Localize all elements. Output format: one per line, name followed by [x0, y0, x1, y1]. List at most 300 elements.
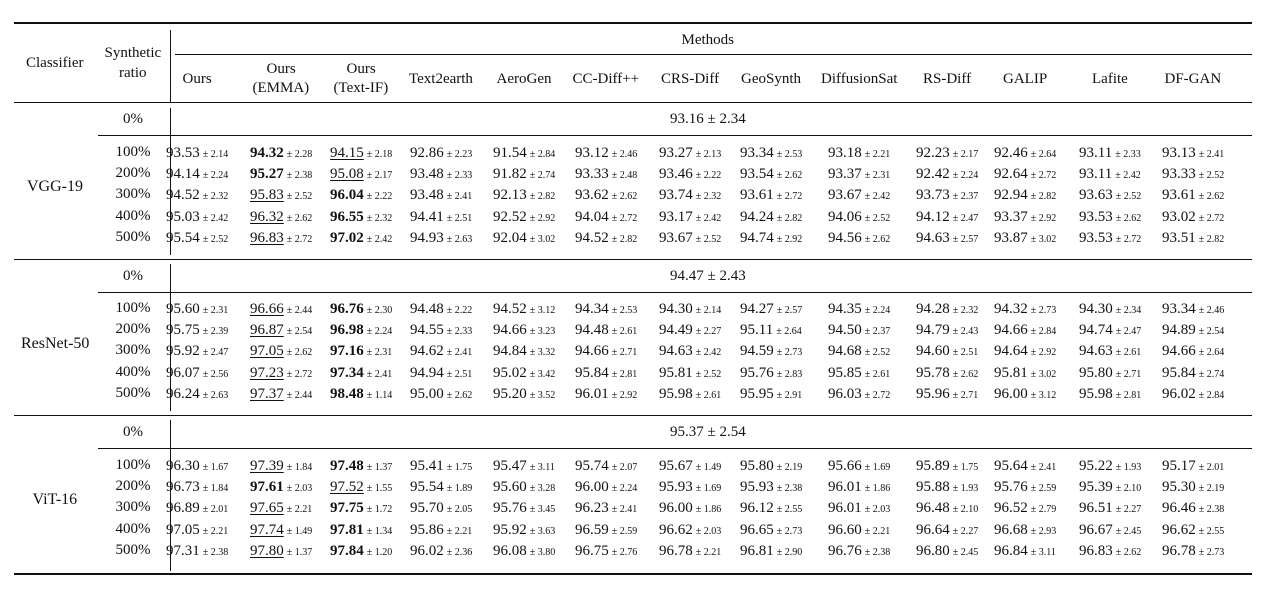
- table-cell: [250, 365, 312, 381]
- cell-std: ± 2.47: [1115, 326, 1142, 337]
- table-cell: [1079, 187, 1141, 203]
- table-cell: [330, 365, 392, 381]
- table-cell: [994, 543, 1056, 559]
- cell-mean: 93.61: [1162, 187, 1196, 203]
- cell-mean: 97.80: [250, 543, 284, 559]
- cell-mean: 94.30: [1079, 301, 1113, 317]
- table-cell: [828, 365, 890, 381]
- cell-std: ± 2.33: [446, 326, 473, 337]
- cell-std: ± 1.69: [864, 462, 891, 473]
- table-cell: [916, 543, 978, 559]
- table-cell: [659, 343, 721, 359]
- cell-std: ± 1.34: [366, 526, 393, 537]
- cell-std: ± 2.03: [286, 483, 313, 494]
- table-cell: [166, 209, 228, 225]
- table-cell: [330, 386, 392, 402]
- cell-mean: 94.93: [410, 230, 444, 246]
- table-cell: [828, 343, 890, 359]
- cell-std: ± 2.90: [776, 547, 803, 558]
- table-cell: [1162, 230, 1224, 246]
- table-cell: [1162, 187, 1224, 203]
- cell-mean: 96.78: [659, 543, 693, 559]
- cell-std: ± 2.42: [366, 234, 393, 245]
- cell-std: ± 1.37: [366, 462, 393, 473]
- cell-mean: 95.81: [659, 365, 693, 381]
- table-cell: [828, 230, 890, 246]
- cell-mean: 96.02: [1162, 386, 1196, 402]
- table-cell: [1079, 301, 1141, 317]
- cell-mean: 92.64: [994, 166, 1028, 182]
- cell-std: ± 2.72: [286, 234, 313, 245]
- cell-mean: 96.02: [410, 543, 444, 559]
- cell-std: ± 2.37: [864, 326, 891, 337]
- table-cell: [659, 458, 721, 474]
- cell-std: ± 2.51: [952, 347, 979, 358]
- cell-std: ± 2.63: [446, 234, 473, 245]
- cell-std: ± 2.72: [776, 191, 803, 202]
- cell-mean: 95.85: [828, 365, 862, 381]
- table-cell: [659, 386, 721, 402]
- table-cell: [828, 458, 890, 474]
- cell-mean: 96.00: [659, 500, 693, 516]
- cell-mean: 96.65: [740, 522, 774, 538]
- table-cell: [828, 386, 890, 402]
- cell-std: ± 2.41: [1030, 462, 1057, 473]
- table-cell: [493, 365, 555, 381]
- cell-mean: 96.30: [166, 458, 200, 474]
- cell-mean: 95.22: [1079, 458, 1113, 474]
- cell-std: ± 2.07: [611, 462, 638, 473]
- table-cell: [828, 322, 890, 338]
- cell-std: ± 2.72: [1115, 234, 1142, 245]
- table-cell: [166, 230, 228, 246]
- table-cell: [166, 166, 228, 182]
- cell-mean: 93.33: [575, 166, 609, 182]
- table-cell: [1079, 343, 1141, 359]
- table-cell: [410, 166, 472, 182]
- cell-std: ± 2.73: [1198, 547, 1225, 558]
- column-header: AeroGen: [496, 71, 552, 87]
- cell-mean: 95.80: [1079, 365, 1113, 381]
- table-cell: [994, 301, 1056, 317]
- table-cell: [250, 343, 312, 359]
- cell-mean: 95.78: [916, 365, 950, 381]
- table-cell: [994, 209, 1056, 225]
- table-cell: [250, 209, 312, 225]
- cell-mean: 96.08: [493, 543, 527, 559]
- table-cell: [659, 322, 721, 338]
- cell-mean: 94.62: [410, 343, 444, 359]
- cell-std: ± 2.52: [864, 347, 891, 358]
- table-cell: [410, 479, 472, 495]
- cell-std: ± 2.72: [611, 213, 638, 224]
- table-cell: [166, 145, 228, 161]
- table-cell: [740, 230, 802, 246]
- cell-mean: 96.83: [250, 230, 284, 246]
- cell-std: ± 2.32: [366, 213, 393, 224]
- cell-mean: 96.60: [828, 522, 862, 538]
- cell-std: ± 2.84: [529, 149, 556, 160]
- cell-std: ± 2.62: [1198, 191, 1225, 202]
- ratio-label: 200%: [115, 478, 151, 494]
- cell-mean: 95.66: [828, 458, 862, 474]
- table-cell: [410, 458, 472, 474]
- cell-std: ± 2.54: [286, 326, 313, 337]
- cell-mean: 94.48: [575, 322, 609, 338]
- cell-std: ± 2.45: [1115, 526, 1142, 537]
- group-rule-2: [14, 415, 1252, 416]
- cell-mean: 95.95: [740, 386, 774, 402]
- table-cell: [493, 458, 555, 474]
- baseline-rule-1: [98, 135, 1252, 136]
- cell-std: ± 2.73: [776, 526, 803, 537]
- cell-std: ± 2.81: [1115, 390, 1142, 401]
- cell-mean: 94.32: [994, 301, 1028, 317]
- table-cell: [740, 166, 802, 182]
- cell-mean: 96.83: [1079, 543, 1113, 559]
- cell-std: ± 2.21: [446, 526, 473, 537]
- cell-std: ± 1.84: [202, 483, 229, 494]
- cell-std: ± 1.75: [952, 462, 979, 473]
- cell-std: ± 2.44: [286, 390, 313, 401]
- table-cell: [330, 479, 392, 495]
- table-cell: [493, 522, 555, 538]
- cell-std: ± 3.11: [1030, 547, 1056, 558]
- cell-std: ± 2.74: [529, 170, 556, 181]
- table-cell: [250, 543, 312, 559]
- cell-mean: 96.73: [166, 479, 200, 495]
- cell-std: ± 2.43: [952, 326, 979, 337]
- cell-mean: 95.93: [740, 479, 774, 495]
- cell-mean: 94.52: [575, 230, 609, 246]
- cell-mean: 97.81: [330, 522, 364, 538]
- cell-mean: 94.55: [410, 322, 444, 338]
- cell-std: ± 1.93: [1115, 462, 1142, 473]
- classifier-name: ResNet-50: [21, 335, 90, 352]
- cell-mean: 96.04: [330, 187, 364, 203]
- cell-mean: 94.32: [250, 145, 284, 161]
- cell-mean: 94.59: [740, 343, 774, 359]
- table-cell: [659, 301, 721, 317]
- cell-mean: 95.64: [994, 458, 1028, 474]
- table-cell: [828, 543, 890, 559]
- cell-mean: 95.92: [493, 522, 527, 538]
- cell-std: ± 2.91: [776, 390, 803, 401]
- ratio-label: 400%: [115, 208, 151, 224]
- cell-mean: 94.35: [828, 301, 862, 317]
- table-cell: [1162, 343, 1224, 359]
- baseline-rule-2: [98, 292, 1252, 293]
- cell-std: ± 1.86: [864, 483, 891, 494]
- results-table: [14, 0, 1252, 593]
- cell-mean: 95.88: [916, 479, 950, 495]
- table-cell: [250, 145, 312, 161]
- header-synthetic: Synthetic: [104, 45, 162, 61]
- cell-std: ± 3.52: [529, 390, 556, 401]
- cell-std: ± 3.12: [529, 305, 556, 316]
- table-cell: [659, 479, 721, 495]
- column-header: GeoSynth: [741, 71, 801, 87]
- ratio-label: 200%: [115, 321, 151, 337]
- table-cell: [410, 543, 472, 559]
- table-cell: [575, 500, 637, 516]
- cell-std: ± 1.84: [286, 462, 313, 473]
- cell-mean: 94.64: [994, 343, 1028, 359]
- cell-std: ± 2.27: [695, 326, 722, 337]
- table-cell: [575, 479, 637, 495]
- table-cell: [493, 230, 555, 246]
- cell-std: ± 3.42: [529, 369, 556, 380]
- cell-std: ± 2.72: [1198, 213, 1225, 224]
- cell-std: ± 2.03: [695, 526, 722, 537]
- table-cell: [1079, 230, 1141, 246]
- cell-std: ± 2.82: [1198, 234, 1225, 245]
- column-header: Ours: [182, 71, 212, 87]
- cell-mean: 95.98: [1079, 386, 1113, 402]
- table-cell: [1079, 166, 1141, 182]
- cell-std: ± 2.52: [695, 234, 722, 245]
- cell-mean: 96.62: [1162, 522, 1196, 538]
- cell-std: ± 2.10: [952, 504, 979, 515]
- table-cell: [330, 145, 392, 161]
- cell-std: ± 2.84: [1030, 326, 1057, 337]
- table-cell: [410, 522, 472, 538]
- ratio-label: 300%: [115, 342, 151, 358]
- cell-std: ± 2.38: [202, 547, 229, 558]
- cell-mean: 95.75: [166, 322, 200, 338]
- cell-std: ± 2.31: [202, 305, 229, 316]
- cell-std: ± 2.34: [1115, 305, 1142, 316]
- cell-mean: 93.53: [1079, 230, 1113, 246]
- cell-std: ± 2.47: [952, 213, 979, 224]
- column-header: Text2earth: [409, 71, 473, 87]
- cell-mean: 97.05: [250, 343, 284, 359]
- cell-mean: 94.06: [828, 209, 862, 225]
- column-header: Ours: [346, 61, 376, 77]
- cell-std: ± 2.62: [776, 170, 803, 181]
- table-cell: [828, 500, 890, 516]
- cell-mean: 96.66: [250, 301, 284, 317]
- table-cell: [575, 543, 637, 559]
- table-cell: [330, 500, 392, 516]
- cell-mean: 96.87: [250, 322, 284, 338]
- cell-std: ± 2.81: [611, 369, 638, 380]
- cell-mean: 94.30: [659, 301, 693, 317]
- cell-std: ± 2.36: [446, 547, 473, 558]
- cell-mean: 95.60: [166, 301, 200, 317]
- cell-mean: 92.46: [994, 145, 1028, 161]
- cell-mean: 96.07: [166, 365, 200, 381]
- baseline-ratio: 0%: [123, 424, 143, 440]
- cell-mean: 95.83: [250, 187, 284, 203]
- cell-std: ± 2.59: [1030, 483, 1057, 494]
- table-cell: [250, 500, 312, 516]
- cell-std: ± 2.33: [1115, 149, 1141, 160]
- cell-std: ± 2.84: [1198, 390, 1225, 401]
- classifier-name: ViT-16: [32, 491, 78, 508]
- cell-mean: 97.05: [166, 522, 200, 538]
- cell-mean: 96.75: [575, 543, 609, 559]
- cell-mean: 94.84: [493, 343, 527, 359]
- table-cell: [166, 500, 228, 516]
- table-cell: [330, 187, 392, 203]
- cell-mean: 94.63: [659, 343, 693, 359]
- table-cell: [1079, 458, 1141, 474]
- table-cell: [166, 301, 228, 317]
- table-cell: [410, 365, 472, 381]
- cell-std: ± 2.57: [776, 305, 803, 316]
- table-cell: [1162, 365, 1224, 381]
- table-cell: [1162, 543, 1224, 559]
- cell-mean: 93.62: [575, 187, 609, 203]
- column-header: CRS-Diff: [661, 71, 720, 87]
- table-cell: [166, 522, 228, 538]
- cell-mean: 97.16: [330, 343, 364, 359]
- cell-mean: 93.54: [740, 166, 774, 182]
- cell-std: ± 2.51: [446, 369, 473, 380]
- cell-mean: 95.84: [1162, 365, 1196, 381]
- cell-std: ± 2.41: [1198, 149, 1225, 160]
- table-cell: [994, 500, 1056, 516]
- cell-mean: 94.49: [659, 322, 693, 338]
- cell-mean: 93.48: [410, 187, 444, 203]
- cell-mean: 93.51: [1162, 230, 1196, 246]
- ratio-label: 500%: [115, 542, 151, 558]
- cell-std: ± 2.73: [776, 347, 803, 358]
- cell-std: ± 2.61: [611, 326, 638, 337]
- cell-mean: 95.76: [493, 500, 527, 516]
- cell-std: ± 2.62: [1115, 547, 1142, 558]
- cell-std: ± 2.10: [1115, 483, 1142, 494]
- baseline-ratio: 0%: [123, 268, 143, 284]
- cell-mean: 95.60: [493, 479, 527, 495]
- cell-mean: 94.63: [1079, 343, 1113, 359]
- cell-mean: 94.74: [1079, 322, 1113, 338]
- cell-mean: 96.32: [250, 209, 284, 225]
- cell-std: ± 2.03: [864, 504, 891, 515]
- cell-mean: 94.63: [916, 230, 950, 246]
- cell-std: ± 1.69: [695, 483, 722, 494]
- column-header-sub: (Text-IF): [333, 80, 389, 96]
- cell-std: ± 2.56: [202, 369, 229, 380]
- cell-std: ± 2.61: [1115, 347, 1142, 358]
- cell-std: ± 2.41: [446, 347, 473, 358]
- cell-mean: 97.65: [250, 500, 284, 516]
- table-cell: [659, 522, 721, 538]
- table-cell: [575, 230, 637, 246]
- table-cell: [1079, 145, 1141, 161]
- ratio-label: 400%: [115, 364, 151, 380]
- table-cell: [493, 187, 555, 203]
- cell-mean: 96.55: [330, 209, 364, 225]
- cell-mean: 95.27: [250, 166, 284, 182]
- cell-std: ± 2.21: [286, 504, 313, 515]
- cell-mean: 93.48: [410, 166, 444, 182]
- cell-mean: 96.80: [916, 543, 950, 559]
- cell-std: ± 2.41: [611, 504, 638, 515]
- cell-mean: 96.12: [740, 500, 774, 516]
- cell-std: ± 2.82: [1030, 191, 1057, 202]
- cell-mean: 93.13: [1162, 145, 1196, 161]
- column-header: CC-Diff++: [572, 71, 640, 87]
- cell-mean: 96.89: [166, 500, 200, 516]
- cell-mean: 93.67: [659, 230, 693, 246]
- table-cell: [410, 145, 472, 161]
- table-cell: [575, 522, 637, 538]
- cell-std: ± 2.24: [202, 170, 229, 181]
- table-cell: [740, 522, 802, 538]
- cell-mean: 94.50: [828, 322, 862, 338]
- table-cell: [493, 386, 555, 402]
- table-cell: [575, 187, 637, 203]
- table-cell: [410, 230, 472, 246]
- ratio-label: 100%: [115, 300, 151, 316]
- cell-std: ± 2.17: [366, 170, 393, 181]
- cell-mean: 97.75: [330, 500, 364, 516]
- cell-std: ± 2.05: [446, 504, 473, 515]
- cell-mean: 95.96: [916, 386, 950, 402]
- table-cell: [916, 343, 978, 359]
- table-cell: [916, 230, 978, 246]
- table-cell: [493, 322, 555, 338]
- cell-mean: 95.20: [493, 386, 527, 402]
- table-cell: [1079, 209, 1141, 225]
- table-cell: [659, 365, 721, 381]
- table-cell: [916, 386, 978, 402]
- cell-mean: 92.94: [994, 187, 1028, 203]
- table-cell: [740, 343, 802, 359]
- cell-mean: 93.33: [1162, 166, 1196, 182]
- cell-std: ± 2.42: [202, 213, 229, 224]
- cell-mean: 92.86: [410, 145, 444, 161]
- cell-mean: 92.04: [493, 230, 527, 246]
- table-cell: [330, 209, 392, 225]
- table-cell: [166, 187, 228, 203]
- table-cell: [916, 365, 978, 381]
- cell-mean: 93.53: [1079, 209, 1113, 225]
- top-rule: [14, 22, 1252, 24]
- cell-std: ± 2.51: [446, 213, 473, 224]
- cell-mean: 93.34: [1162, 301, 1196, 317]
- cell-mean: 92.52: [493, 209, 527, 225]
- table-cell: [330, 458, 392, 474]
- table-cell: [916, 187, 978, 203]
- cell-mean: 96.84: [994, 543, 1028, 559]
- table-cell: [250, 166, 312, 182]
- cell-mean: 94.74: [740, 230, 774, 246]
- table-cell: [1162, 166, 1224, 182]
- ratio-label: 500%: [115, 385, 151, 401]
- cell-mean: 93.87: [994, 230, 1028, 246]
- table-cell: [659, 543, 721, 559]
- cell-mean: 94.34: [575, 301, 609, 317]
- cell-mean: 93.27: [659, 145, 693, 161]
- cell-std: ± 2.57: [952, 234, 979, 245]
- cell-std: ± 2.59: [611, 526, 638, 537]
- cell-mean: 94.12: [916, 209, 950, 225]
- cell-mean: 94.66: [994, 322, 1028, 338]
- table-cell: [1162, 301, 1224, 317]
- cell-std: ± 2.63: [202, 390, 229, 401]
- cell-std: ± 3.28: [529, 483, 556, 494]
- table-cell: [994, 522, 1056, 538]
- table-cell: [659, 230, 721, 246]
- table-cell: [575, 145, 637, 161]
- table-cell: [916, 145, 978, 161]
- table-cell: [994, 386, 1056, 402]
- cell-mean: 95.54: [410, 479, 444, 495]
- cell-mean: 94.15: [330, 145, 364, 161]
